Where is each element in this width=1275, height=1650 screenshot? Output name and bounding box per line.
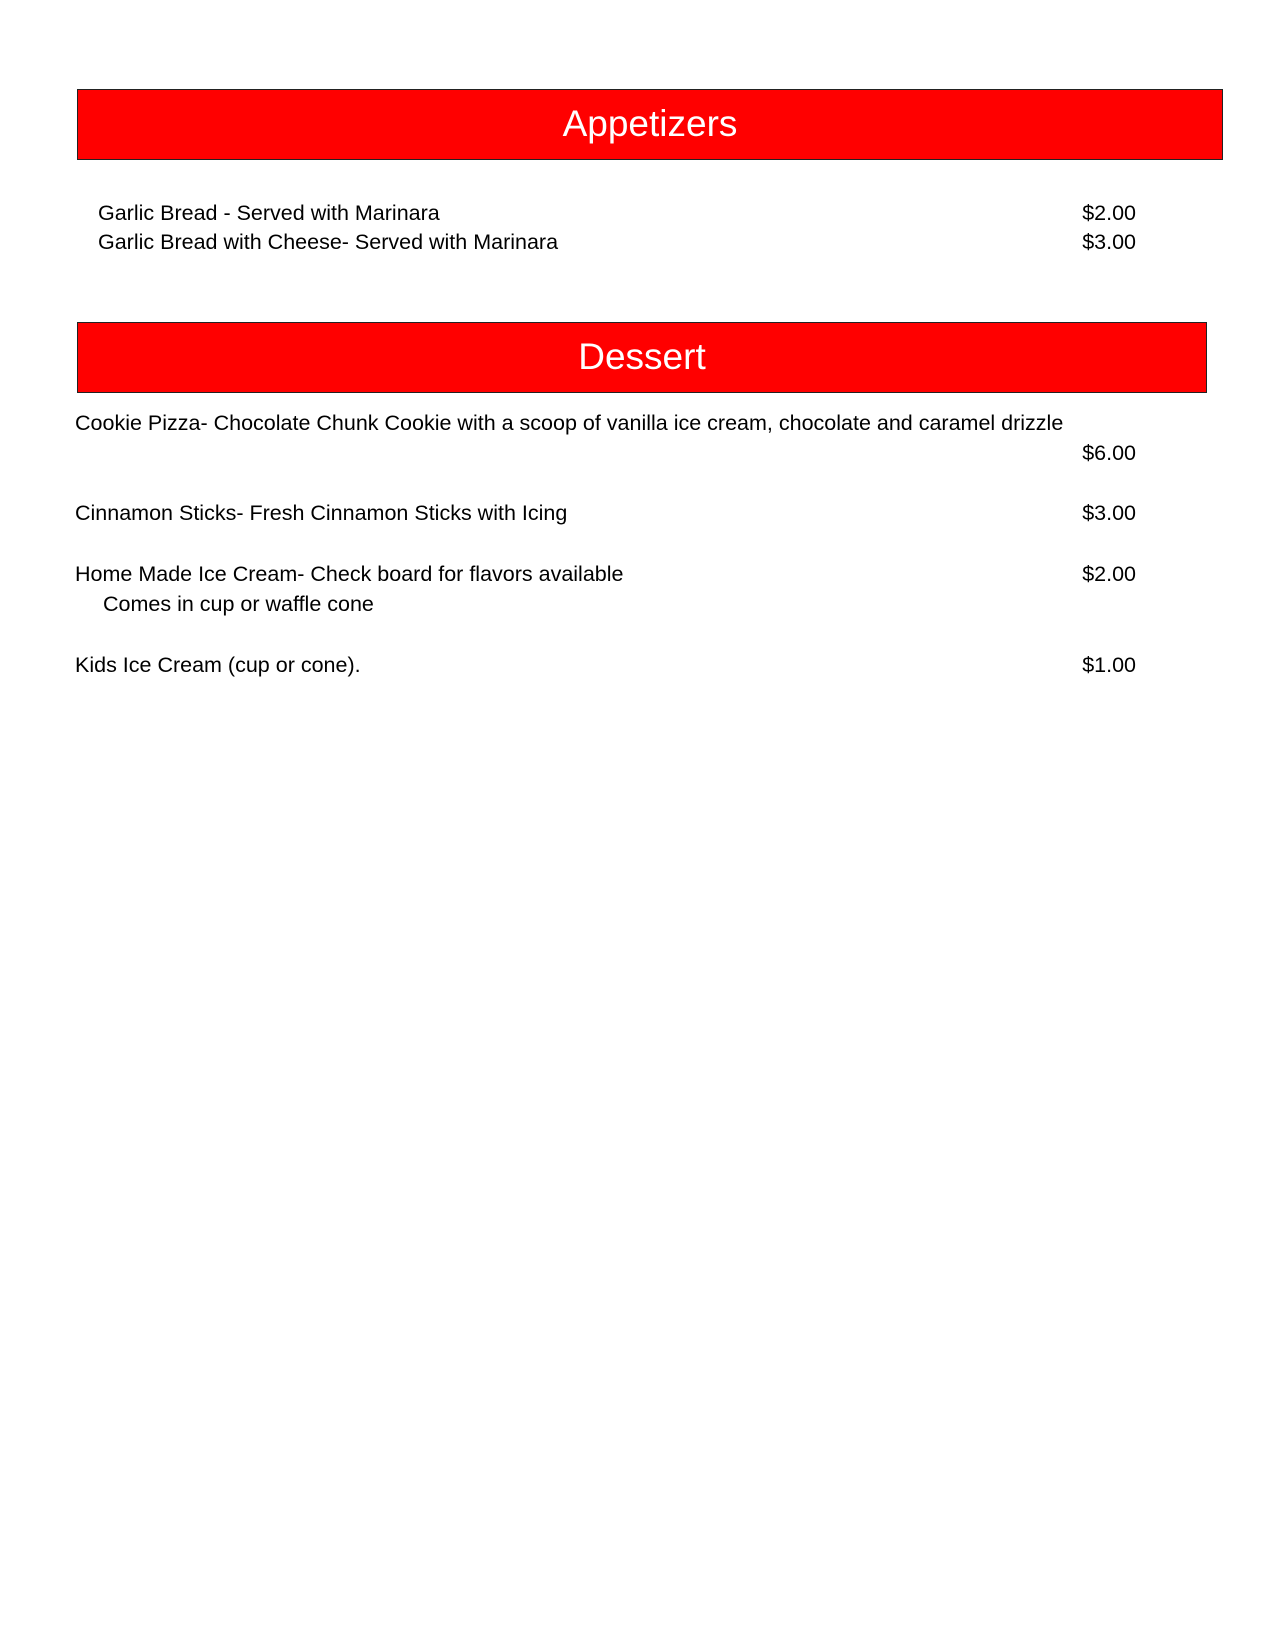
menu-item-home-made-ice-cream: Home Made Ice Cream- Check board for flavors available (75, 562, 624, 586)
price-garlic-bread-cheese: $3.00 (1082, 230, 1136, 254)
menu-item-note: Comes in cup or waffle cone (103, 592, 374, 616)
appetizers-header (77, 89, 1223, 160)
menu-item-cinnamon-sticks: Cinnamon Sticks- Fresh Cinnamon Sticks with Icing (75, 501, 568, 525)
menu-item-garlic-bread: Garlic Bread - Served with Marinara (98, 201, 440, 225)
appetizers-title: Appetizers (562, 103, 738, 144)
price-home-made-ice-cream: $2.00 (1082, 562, 1136, 586)
menu-item-garlic-bread-cheese: Garlic Bread with Cheese- Served with Marinara (98, 230, 559, 254)
menu-item-kids-ice-cream: Kids Ice Cream (cup or cone). (75, 653, 361, 677)
price-kids-ice-cream: $1.00 (1082, 653, 1136, 677)
dessert-header (77, 322, 1207, 393)
price-cookie-pizza: $6.00 (1082, 441, 1136, 465)
price-garlic-bread: $2.00 (1082, 201, 1136, 225)
price-cinnamon-sticks: $3.00 (1082, 501, 1136, 525)
menu-item-cookie-pizza: Cookie Pizza- Chocolate Chunk Cookie with a scoop of vanilla ice cream, chocolate and caramel drizzle (75, 411, 1064, 435)
dessert-title: Dessert (578, 336, 706, 377)
